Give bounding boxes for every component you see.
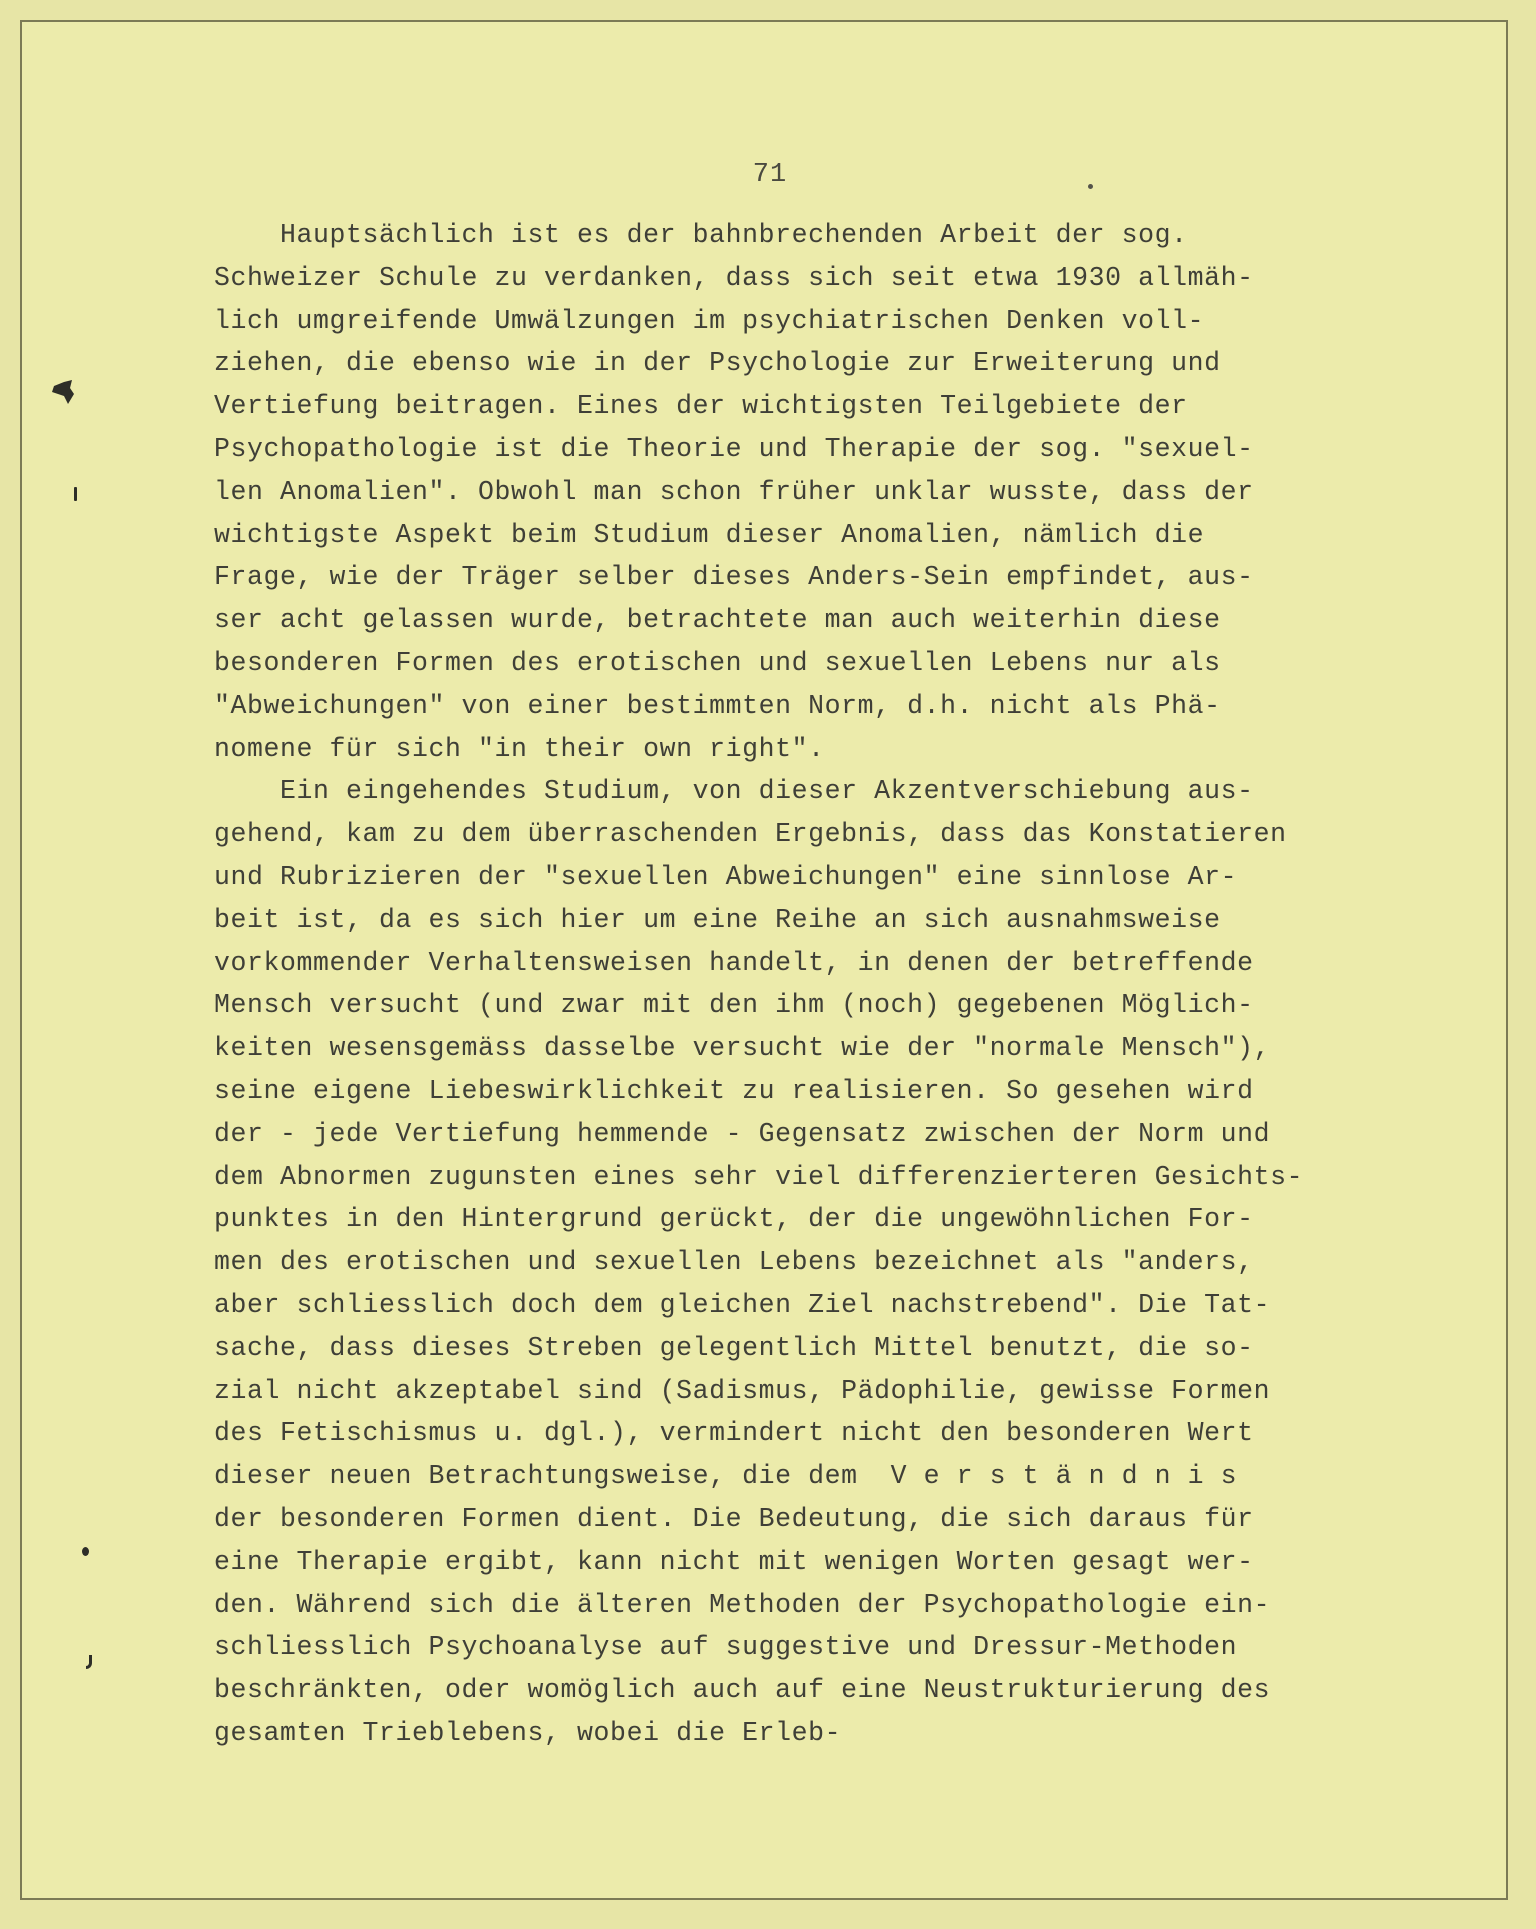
text-line: besonderen Formen des erotischen und sexuellen Lebens nur als [214,647,1221,678]
text-line: keiten wesensgemäss dasselbe versucht wie der "normale Mensch"), [214,1033,1271,1064]
text-line: schliesslich Psychoanalyse auf suggestive und Dressur-Methoden [214,1632,1238,1663]
paragraph-2 [214,770,1364,1754]
text-line: zial nicht akzeptabel sind (Sadismus, Pädophilie, gewisse Formen [214,1375,1271,1406]
text-line: gehend, kam zu dem überraschenden Ergebnis, dass das Konstatieren [214,819,1287,850]
typewritten-text [214,214,1364,1755]
ink-blot-mark [50,378,76,406]
text-line: Vertiefung beitragen. Eines der wichtigsten Teilgebiete der [214,391,1188,422]
text-line: des Fetischismus u. dgl.), vermindert nicht den besonderen Wert [214,1418,1254,1449]
text-line: den. Während sich die älteren Methoden der Psychopathologie ein- [214,1589,1271,1620]
text-line: dieser neuen Betrachtungsweise, die dem V e r s t ä n d n i s [214,1461,1238,1492]
text-line: wichtigste Aspekt beim Studium dieser Anomalien, nämlich die [214,519,1205,550]
text-line: seine eigene Liebeswirklichkeit zu realisieren. So gesehen wird [214,1075,1254,1106]
page-number: 71 [752,160,788,190]
text-line: und Rubrizieren der "sexuellen Abweichungen" eine sinnlose Ar- [214,861,1238,892]
ink-spot-decoration [1088,184,1093,189]
text-line: len Anomalien". Obwohl man schon früher unklar wusste, dass der [214,476,1254,507]
text-line: aber schliesslich doch dem gleichen Ziel nachstrebend". Die Tat- [214,1289,1271,1320]
text-line: gesamten Trieblebens, wobei die Erleb- [214,1717,842,1748]
text-line: Ein eingehendes Studium, von dieser Akzentverschiebung aus- [214,776,1254,807]
text-line: Hauptsächlich ist es der bahnbrechenden Arbeit der sog. [214,220,1188,250]
text-line: Mensch versucht (und zwar mit den ihm (noch) gegebenen Möglich- [214,990,1254,1021]
text-line: punktes in den Hintergrund gerückt, der die ungewöhnlichen For- [214,1204,1254,1235]
text-line: nomene für sich "in their own right". [214,733,825,764]
margin-dot-mark [82,1547,89,1556]
text-line: Schweizer Schule zu verdanken, dass sich seit etwa 1930 allmäh- [214,262,1254,293]
text-line: vorkommender Verhaltensweisen handelt, in denen der betreffende [214,947,1254,978]
text-line: beit ist, da es sich hier um eine Reihe an sich ausnahmsweise [214,904,1221,935]
text-line: eine Therapie ergibt, kann nicht mit wenigen Worten gesagt wer- [214,1546,1254,1577]
text-line: sache, dass dieses Streben gelegentlich Mittel benutzt, die so- [214,1332,1254,1363]
text-line: Psychopathologie ist die Theorie und Therapie der sog. "sexuel- [214,433,1254,464]
text-line: lich umgreifende Umwälzungen im psychiatrischen Denken voll- [214,305,1205,336]
text-line: ser acht gelassen wurde, betrachtete man auch weiterhin diese [214,605,1221,636]
text-line: "Abweichungen" von einer bestimmten Norm, d.h. nicht als Phä- [214,690,1221,721]
text-line: der - jede Vertiefung hemmende - Gegensatz zwischen der Norm und [214,1118,1271,1149]
text-line: Frage, wie der Träger selber dieses Anders-Sein empfindet, aus- [214,562,1254,593]
paragraph-1 [214,214,1364,770]
margin-tick-mark [74,487,77,501]
text-line: der besonderen Formen dient. Die Bedeutung, die sich daraus für [214,1503,1254,1534]
text-line: dem Abnormen zugunsten eines sehr viel differenzierteren Gesichts- [214,1161,1304,1192]
text-line: beschränkten, oder womöglich auch auf eine Neustrukturierung des [214,1675,1271,1706]
text-line: ziehen, die ebenso wie in der Psychologie zur Erweiterung und [214,348,1221,379]
text-line: men des erotischen und sexuellen Lebens bezeichnet als "anders, [214,1247,1254,1278]
